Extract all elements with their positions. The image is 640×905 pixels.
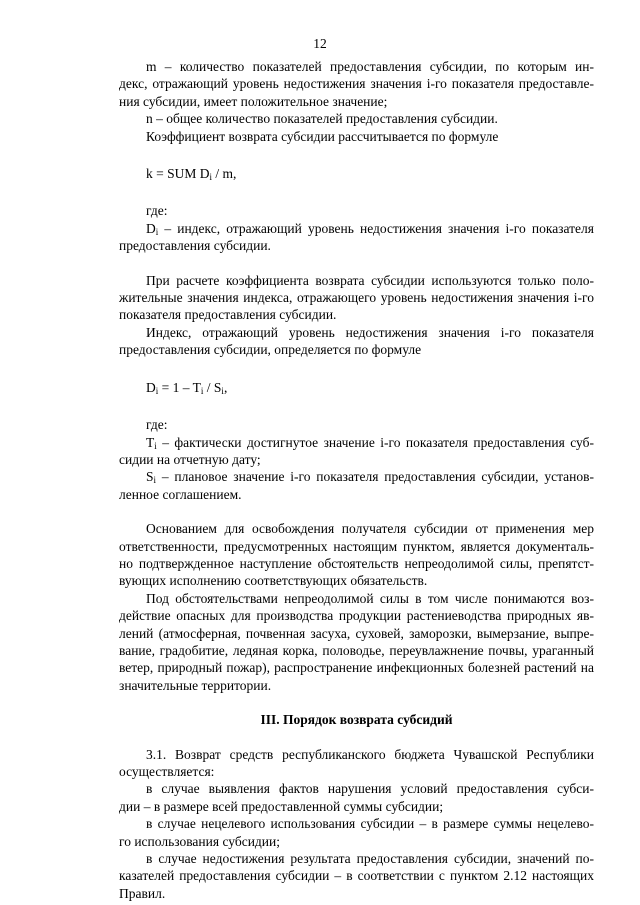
symbol: S: [146, 469, 154, 485]
text-line: m – количество показателей предоставления субсидии, по которым ин-: [146, 59, 594, 74]
spacer: [119, 182, 594, 202]
text-line: показателя предоставления субсидии.: [119, 307, 337, 323]
spacer: [119, 255, 594, 272]
text-line: жительные значения индекса, отражающего уровень недостижения значения i-го: [119, 290, 594, 306]
formula-text: = 1 – T: [158, 379, 201, 395]
formula-text: / S: [203, 379, 222, 395]
paragraph-case-misuse: [119, 815, 594, 850]
formula-subscript: i: [209, 172, 213, 183]
text-line: в случае нецелевого использования субсидии – в размере суммы нецелево-: [146, 816, 594, 832]
paragraph-force-majeure-basis: [119, 520, 594, 590]
text-line: [119, 468, 594, 485]
paragraph-n-definition: [119, 110, 594, 127]
paragraph-positive-values: [119, 272, 594, 324]
symbol-subscript: i: [154, 440, 157, 451]
text-line-rest: – индекс, отражающий уровень недостижения значения i-го показателя: [158, 220, 594, 236]
text-line: в случае выявления фактов нарушения условий предоставления субси-: [146, 781, 594, 797]
text-line: лений (атмосферная, почвенная засуха, суховей, заморозки, вымерзание, выпре-: [119, 625, 594, 641]
text-line: Индекс, отражающий уровень недостижения значения i-го показателя: [146, 324, 594, 340]
spacer: [119, 694, 594, 711]
paragraph-case-results: [119, 850, 594, 902]
paragraph-force-majeure-definition: [119, 590, 594, 694]
text-line: ния субсидии, имеет положительное значение;: [119, 93, 388, 109]
formula-d: [119, 379, 594, 396]
formula-subscript: i: [155, 385, 159, 396]
text-line: Основанием для освобождения получателя субсидии от применения мер: [146, 521, 594, 537]
symbol-subscript: i: [155, 226, 159, 237]
text-line: ленное соглашением.: [119, 486, 242, 502]
text-line: казателей предоставления субсидии – в соответствии с пунктом 2.12 настоящих: [119, 868, 594, 884]
formula-text: ,: [223, 379, 228, 395]
section-heading: III. Порядок возврата субсидий: [260, 712, 453, 728]
text-line: декс, отражающий уровень недостижения значения i-го показателя предоставле-: [119, 76, 594, 92]
text-line: действие опасных для производства продукции растениеводства природных яв-: [119, 608, 594, 624]
paragraph-k-intro: [119, 128, 594, 145]
formula-text: / m,: [212, 166, 237, 182]
paragraph-t-definition: [119, 434, 594, 469]
where-label: [119, 202, 594, 219]
spacer: [119, 145, 594, 165]
paragraph-s-definition: [119, 468, 594, 503]
text-line: где:: [146, 417, 168, 433]
text-line: го использования субсидии;: [119, 833, 280, 849]
symbol: D: [146, 220, 156, 236]
text-line-rest: – плановое значение i-го показателя предоставления субсидии, установ-: [156, 469, 594, 485]
paragraph-m-definition: [119, 58, 594, 110]
text-line: предоставления субсидии.: [119, 238, 271, 254]
text-line: в случае недостижения результата предоставления субсидии, значений по-: [146, 851, 594, 867]
text-line: Правил.: [119, 885, 166, 901]
paragraph-d-definition: [119, 220, 594, 255]
text-line: Под обстоятельствами непреодолимой силы в том числе понимаются воз-: [146, 590, 594, 606]
text-line: предоставления субсидии, определяется по формуле: [119, 342, 422, 358]
formula-text: D: [146, 379, 156, 395]
text-line: [119, 434, 594, 451]
formula-k: [119, 165, 594, 182]
paragraph-index: [119, 324, 594, 359]
formula-subscript: i: [221, 385, 224, 396]
text-line: но подтвержденное наступление обстоятельств непреодолимой силы, препятст-: [119, 555, 594, 571]
text-line: сидии на отчетную дату;: [119, 451, 261, 467]
document-body: [119, 58, 594, 902]
symbol: T: [146, 434, 155, 450]
text-line: При расчете коэффициента возврата субсидии используются только поло-: [146, 272, 594, 288]
where-label: [119, 416, 594, 433]
text-line: значительные территории.: [119, 677, 272, 693]
text-line: где:: [146, 203, 168, 219]
text-line: ветер, природный пожар), распространение инфекционных болезней растений на: [119, 660, 594, 676]
text-line: вующих исполнению соответствующих обязательств.: [119, 573, 428, 589]
spacer: [119, 503, 594, 520]
spacer: [119, 359, 594, 379]
formula-subscript: i: [200, 385, 204, 396]
text-line: ответственности, предусмотренных настоящим пунктом, является документаль-: [119, 538, 594, 554]
text-line: осуществляется:: [119, 764, 215, 779]
spacer: [119, 396, 594, 416]
text-line-rest: – фактически достигнутое значение i-го показателя предоставления суб-: [156, 434, 594, 450]
formula-text: k = SUM D: [146, 166, 210, 182]
text-line: Коэффициент возврата субсидии рассчитывается по формуле: [146, 128, 499, 144]
paragraph-3-1: [119, 746, 594, 781]
paragraph-case-violation: [119, 780, 594, 815]
text-line: n – общее количество показателей предоставления субсидии.: [146, 111, 498, 127]
text-line: 3.1. Возврат средств республиканского бюджета Чувашской Республики: [146, 746, 594, 762]
text-line: вание, градобитие, ледяная корка, половодье, переувлажнение почвы, ураганный: [119, 642, 594, 658]
text-line: [119, 220, 594, 237]
symbol-subscript: i: [153, 475, 157, 486]
spacer: [119, 729, 594, 746]
page-number: 12: [313, 36, 327, 51]
text-line: дии – в размере всей предоставленной суммы субсидии;: [119, 798, 444, 814]
